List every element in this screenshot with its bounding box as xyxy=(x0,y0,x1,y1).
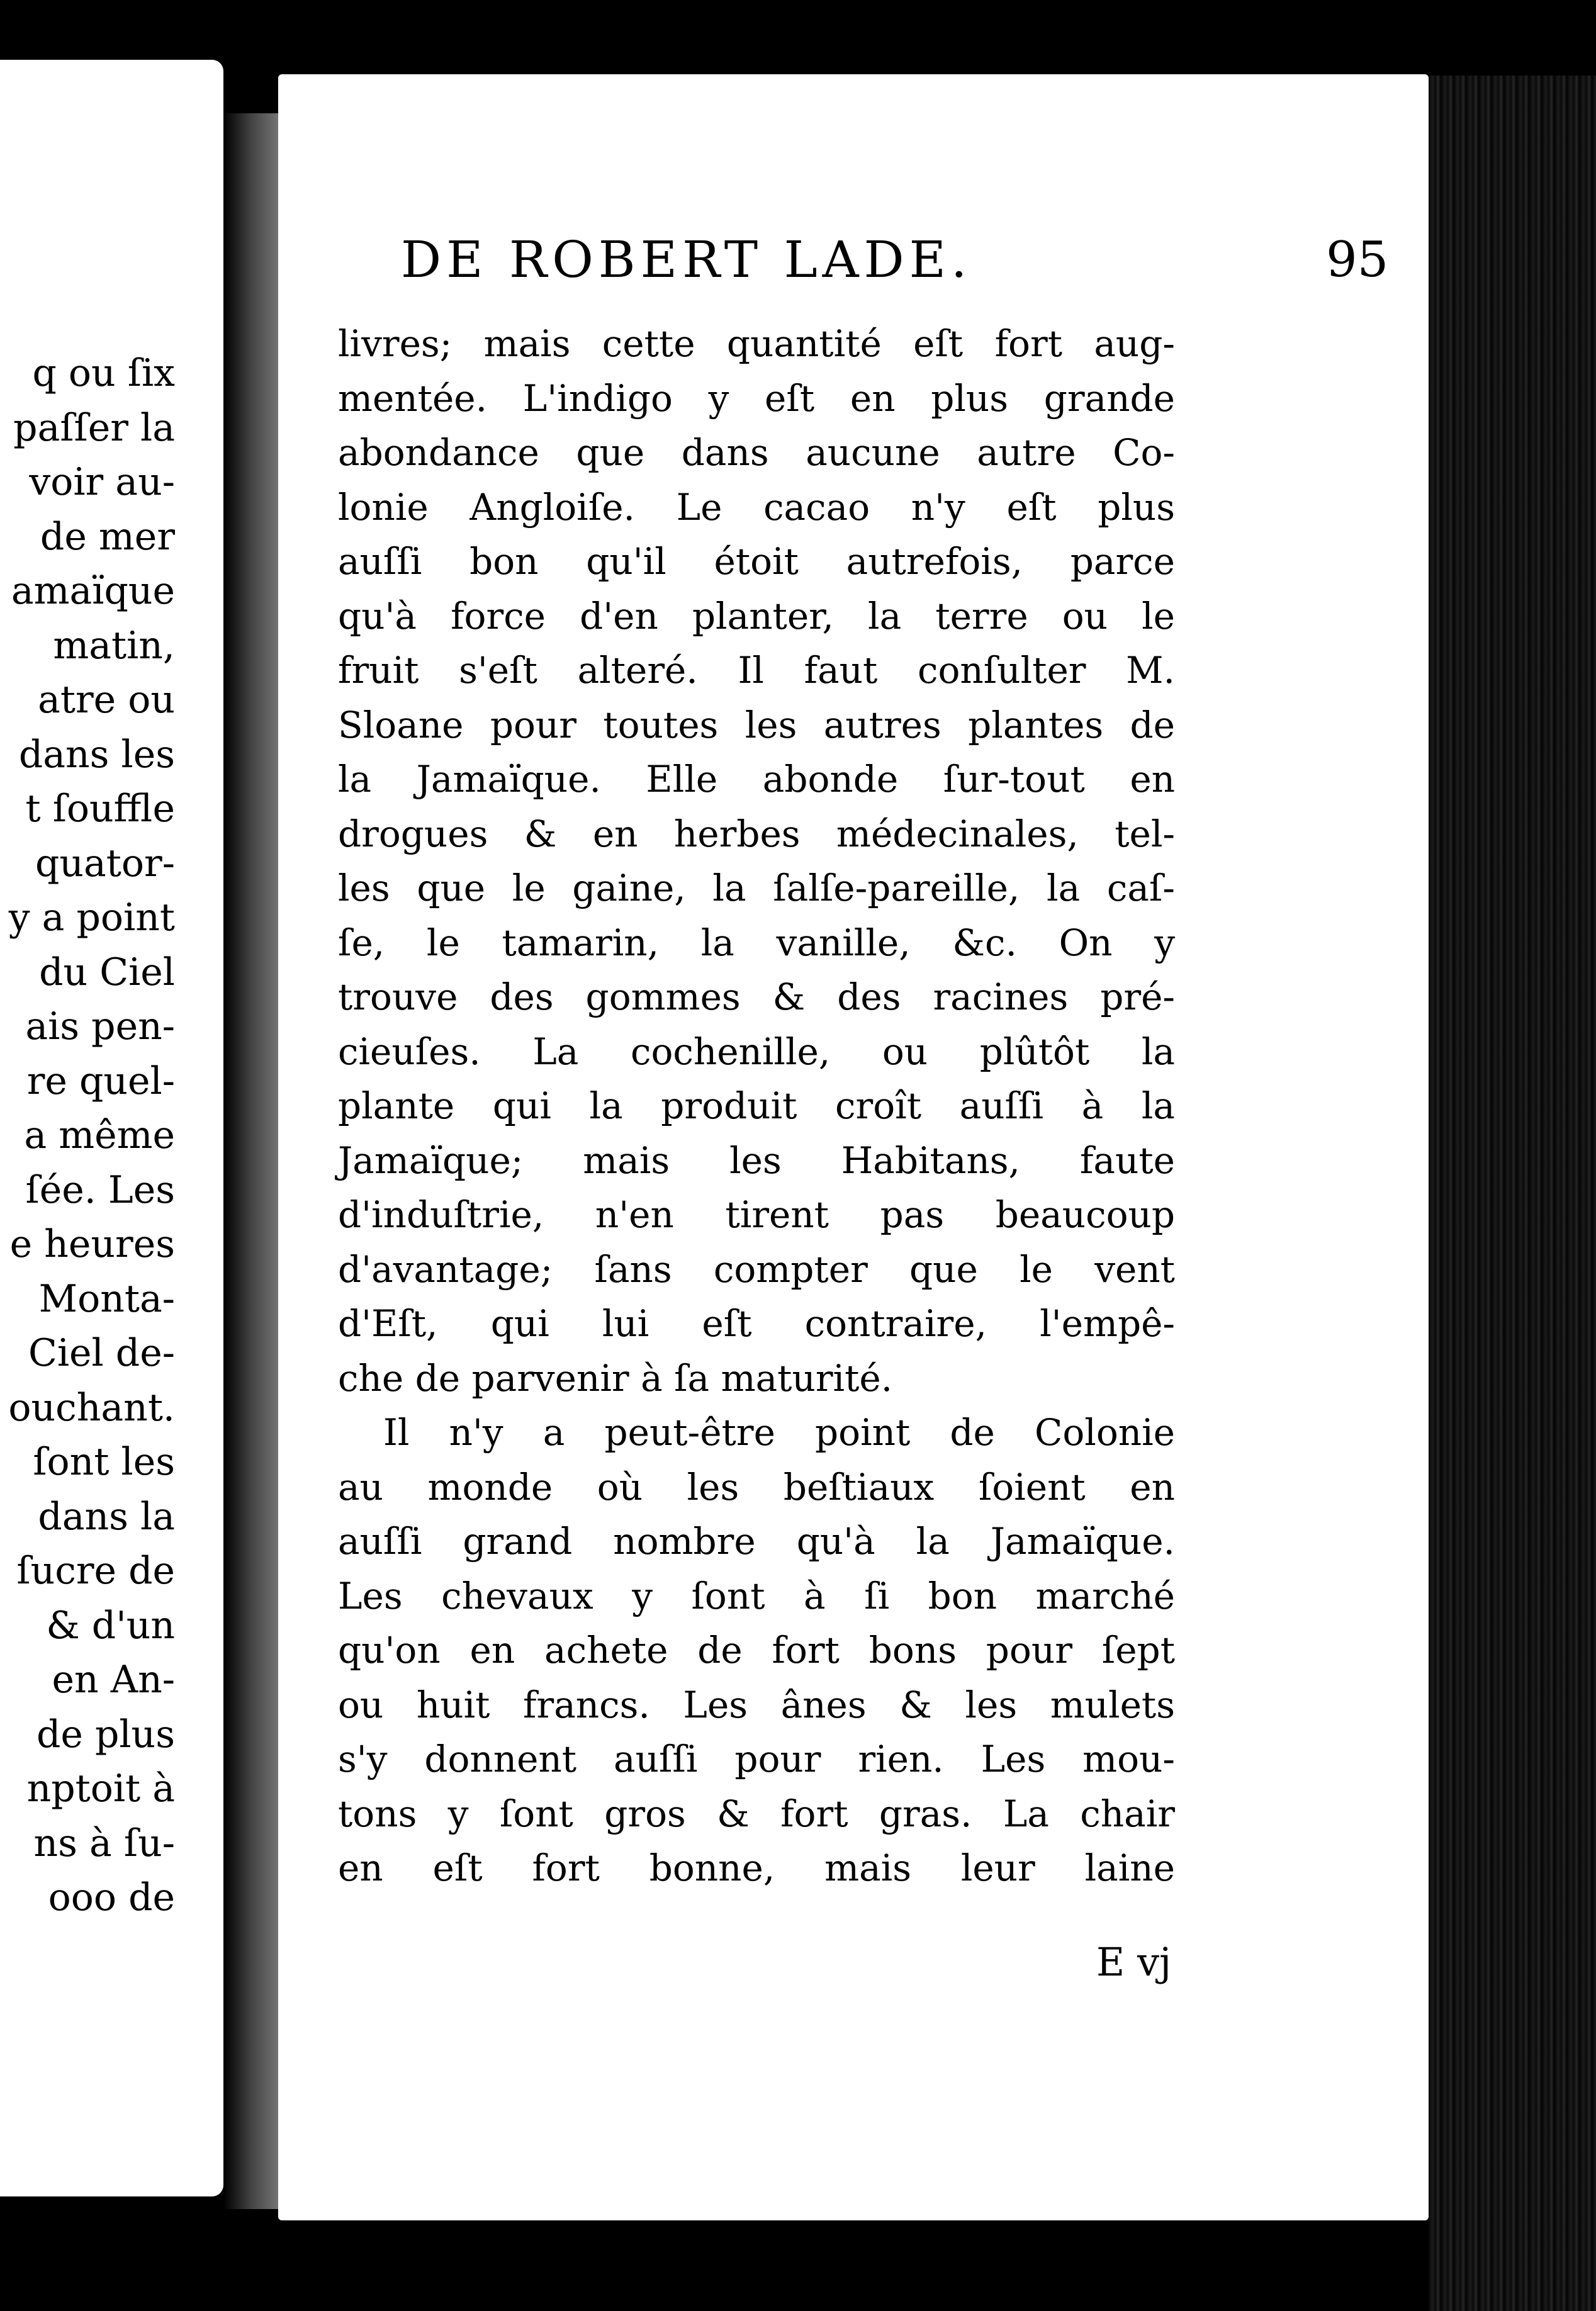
text-line: ou huit francs. Les ânes & les mulets xyxy=(338,1683,1175,1726)
text-line: cieuſes. La cochenille, ou plûtôt la xyxy=(338,1030,1175,1073)
signature-mark: E vj xyxy=(1096,1939,1172,1985)
facing-line: du Ciel xyxy=(39,950,175,994)
text-line: auſſi grand nombre qu'à la Jamaïque. xyxy=(338,1520,1175,1563)
text-line: mentée. L'indigo y eſt en plus grande xyxy=(338,376,1175,420)
facing-line: ais pen- xyxy=(25,1004,175,1049)
text-line: che de parvenir à ſa maturité. xyxy=(338,1356,893,1400)
text-line: tons y ſont gros & fort gras. La chair xyxy=(338,1792,1175,1835)
facing-line: dans les xyxy=(18,732,175,777)
facing-line: matin, xyxy=(53,623,175,668)
facing-line: dans la xyxy=(38,1494,175,1539)
text-line: trouve des gommes & des racines pré- xyxy=(338,976,1175,1018)
text-line: qu'à force d'en planter, la terre ou le xyxy=(338,594,1175,638)
running-head-title: DE ROBERT LADE. xyxy=(401,230,972,289)
text-line: d'avantage; ſans compter que le vent xyxy=(338,1247,1175,1291)
facing-line: quator- xyxy=(35,841,175,886)
text-line: qu'on en achete de fort bons pour ſept xyxy=(338,1629,1175,1672)
facing-line: atre ou xyxy=(38,678,175,722)
facing-line: ooo de xyxy=(48,1875,175,1920)
main-page xyxy=(278,74,1429,2220)
book-gutter xyxy=(223,113,280,2209)
text-line: en eſt fort bonne, mais leur laine xyxy=(338,1847,1175,1889)
facing-page-text xyxy=(0,346,175,1925)
facing-line: ſée. Les xyxy=(25,1167,175,1212)
facing-line: e heures xyxy=(9,1222,175,1266)
text-line: d'Eſt, qui lui eſt contraire, l'empê- xyxy=(338,1302,1175,1345)
text-line: abondance que dans aucune autre Co- xyxy=(338,431,1175,474)
text-line: plante qui la produit croît auſſi à la xyxy=(338,1084,1175,1127)
facing-line: ſont les xyxy=(33,1440,175,1484)
facing-line: t ſouffle xyxy=(25,787,175,831)
facing-line: Monta- xyxy=(38,1276,175,1321)
text-line: Les chevaux y ſont à ſi bon marché xyxy=(338,1574,1175,1617)
running-head xyxy=(401,225,1439,295)
facing-line: Ciel de- xyxy=(28,1331,175,1375)
text-line: ſe, le tamarin, la vanille, &c. On y xyxy=(338,921,1175,964)
text-line: lonie Angloiſe. Le cacao n'y eſt plus xyxy=(338,485,1175,529)
text-line: auſſi bon qu'il étoit autrefois, parce xyxy=(338,540,1175,583)
page-number: 95 xyxy=(1326,232,1389,288)
text-line: au monde où les beſtiaux ſoient en xyxy=(338,1465,1175,1509)
facing-page-left xyxy=(0,60,223,2196)
facing-line: nptoit à xyxy=(26,1767,175,1811)
text-line: les que le gaine, la ſalſe-pareille, la caſ- xyxy=(338,867,1175,909)
text-line: d'induſtrie, n'en tirent pas beaucoup xyxy=(338,1193,1175,1236)
facing-line: de mer xyxy=(40,514,175,559)
facing-line: ſucre de xyxy=(16,1549,175,1593)
facing-line: paſſer la xyxy=(13,405,175,450)
text-line: livres; mais cette quantité eſt fort aug- xyxy=(338,322,1175,365)
facing-line: amaïque xyxy=(11,569,175,613)
text-line: Jamaïque; mais les Habitans, faute xyxy=(338,1139,1175,1182)
facing-line: ns à ſu- xyxy=(33,1821,175,1865)
page-edge-right xyxy=(1429,76,1596,2311)
paragraph-start-line: Il n'y a peut-être point de Colonie xyxy=(383,1411,1175,1454)
text-line: la Jamaïque. Elle abonde ſur-tout en xyxy=(338,758,1175,801)
facing-line: y a point xyxy=(8,896,175,940)
facing-line: voir au- xyxy=(29,460,175,504)
facing-line: en An- xyxy=(52,1658,175,1702)
text-line: Sloane pour toutes les autres plantes de xyxy=(338,703,1175,746)
facing-line: & d'un xyxy=(46,1603,175,1648)
text-line: fruit s'eſt alteré. Il faut conſulter M. xyxy=(338,649,1175,692)
facing-line: ouchant. xyxy=(8,1385,175,1430)
facing-line: re quel- xyxy=(26,1059,175,1103)
text-line: drogues & en herbes médecinales, tel- xyxy=(338,812,1175,855)
facing-line: q ou ſix xyxy=(32,351,175,395)
facing-line: de plus xyxy=(36,1712,175,1757)
body-text xyxy=(338,317,1175,1896)
text-line: s'y donnent auſſi pour rien. Les mou- xyxy=(338,1738,1175,1780)
facing-line: a même xyxy=(24,1113,175,1157)
